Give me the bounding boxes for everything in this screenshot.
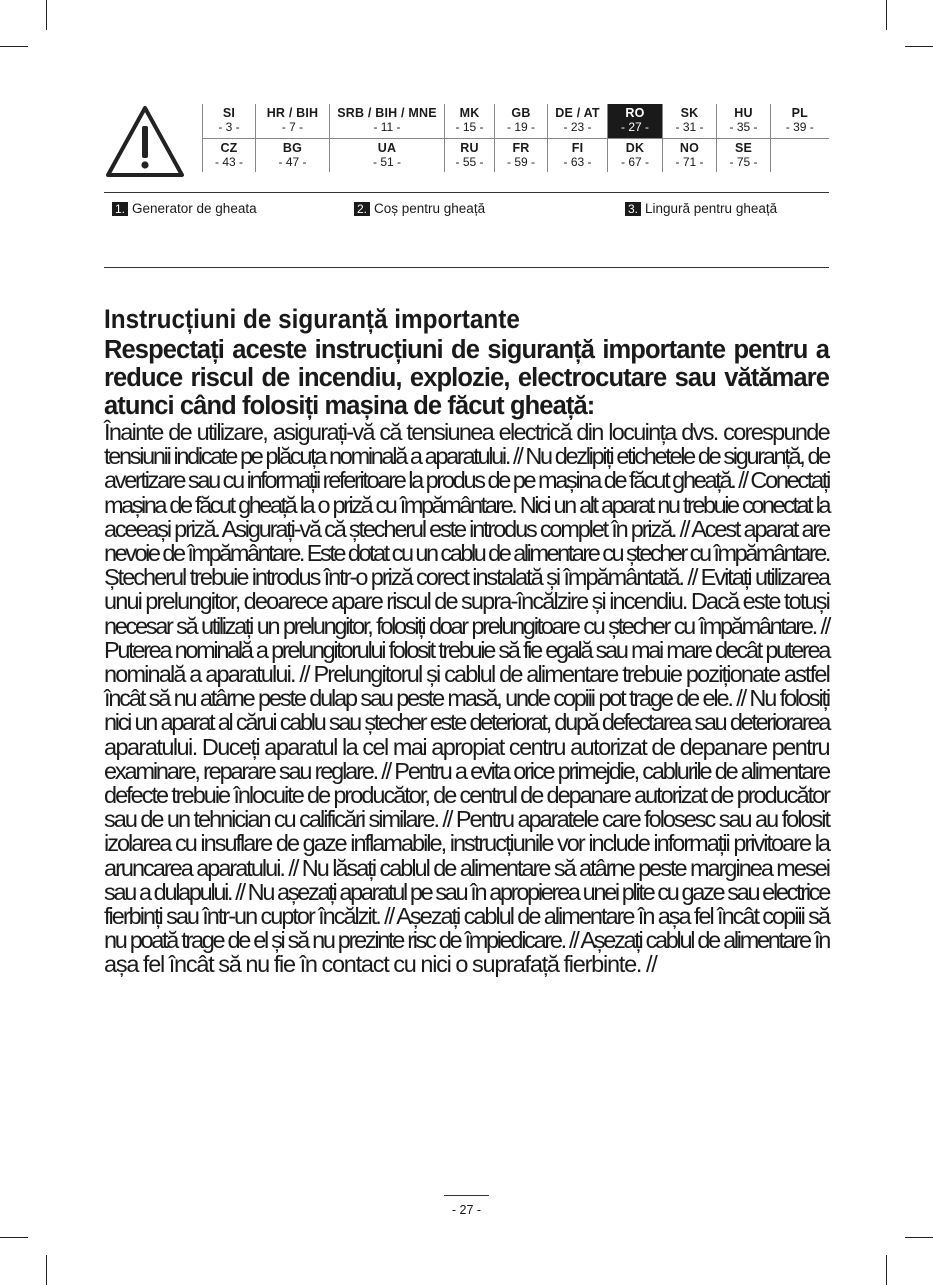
body-line: aruncarea aparatului. // Nu lăsați cablul de alimentare să atârne peste marginea mesei — [104, 854, 829, 881]
safety-body — [104, 420, 829, 977]
body-line: nominală a aparatului. // Prelungitorul și cablul de alimentare trebuie poziționate astfel — [104, 661, 829, 688]
body-line: nici un aparat al cărui cablu sau ștecher este deteriorat, după defectarea sau deteriorarea — [104, 709, 829, 736]
part-number: 2. — [354, 202, 370, 216]
language-code: FR — [512, 140, 530, 155]
body-line: nu poată trage de el și să nu prezinte risc de împiedicare. // Așezați cablul de alimentare în — [104, 927, 829, 954]
page-ref: - 31 - — [675, 120, 704, 134]
page-ref: - 19 - — [506, 120, 535, 134]
warning-triangle-icon — [104, 104, 186, 180]
page-ref: - 63 - — [563, 154, 592, 169]
crop-mark — [905, 46, 933, 47]
body-line-last: așa fel încât să nu fie în contact cu nici o suprafață fierbinte. // — [104, 951, 657, 978]
language-code: HU — [734, 106, 753, 120]
body-line: aparatului. Duceți aparatul la cel mai apropiat centru autorizat de depanare pentru — [104, 733, 829, 760]
lang-cell-si — [203, 104, 256, 138]
page-ref: - 67 - — [620, 154, 649, 169]
part-label: Lingură pentru gheață — [645, 201, 778, 216]
crop-mark — [0, 46, 28, 47]
body-line: fierbinți sau într-un cuptor încălzit. // Așezați cablul de alimentare în așa fel încât copiii să — [104, 903, 829, 930]
lang-cell-se — [717, 138, 771, 172]
language-code: BG — [282, 140, 303, 155]
language-page-table — [202, 104, 829, 172]
page-ref: - 27 - — [620, 120, 649, 134]
part-number: 1. — [112, 202, 128, 216]
crop-mark — [0, 1237, 28, 1238]
part-item-2 — [354, 201, 485, 217]
language-code: RO — [625, 106, 645, 120]
language-code: SI — [222, 106, 236, 120]
lang-cell-gb — [495, 104, 548, 138]
language-code: CZ — [220, 140, 238, 155]
language-code: HR / BIH — [266, 106, 319, 120]
page-ref: - 39 - — [785, 120, 814, 134]
part-label: Generator de gheata — [132, 201, 257, 216]
part-item-3 — [625, 201, 777, 217]
divider-line — [104, 267, 829, 268]
part-number: 3. — [625, 202, 641, 216]
lang-cell-bg — [256, 138, 330, 172]
body-line: sau a dulapului. // Nu așezați aparatul pe sau în apropierea unei plite cu gaze sau electrice — [104, 878, 829, 905]
crop-mark — [46, 0, 47, 30]
lead-paragraph: Respectați aceste instrucțiuni de siguranță importante pentru a reduce riscul de incendiu, explozie, electrocutare sau vătămare atunci când folosiți mașina de făcut gheață: — [104, 336, 829, 420]
language-code: DK — [625, 140, 645, 155]
body-line: mașina de făcut gheață la o priză cu împământare. Nici un alt aparat nu trebuie conectat la — [104, 491, 829, 518]
page-ref: - 75 - — [729, 154, 758, 169]
lang-cell-hu — [717, 104, 771, 138]
language-row — [203, 104, 829, 138]
lang-cell-cz — [203, 138, 256, 172]
body-line: unui prelungitor, deoarece apare riscul de supra-încălzire și incendiu. Dacă este totuși — [104, 588, 829, 615]
language-row — [203, 138, 829, 172]
page-ref: - 55 - — [455, 154, 484, 169]
lang-cell-pl — [771, 104, 829, 138]
body-line: aceeași priză. Asigurați-vă că ștecherul este introdus complet în priză. // Acest aparat are — [104, 515, 829, 542]
page-ref: - 59 - — [506, 154, 535, 169]
lang-cell-dk — [608, 138, 663, 172]
body-line: nevoie de împământare. Este dotat cu un cablu de alimentare cu ștecher cu împământare. — [104, 540, 829, 567]
language-code: PL — [791, 106, 808, 120]
body-line: Puterea nominală a prelungitorului folosit trebuie să fie egală sau mai mare decât puterea — [104, 636, 829, 663]
lang-cell-fr — [495, 138, 548, 172]
body-line: examinare, reparare sau reglare. // Pentru a evita orice primejdie, cablurile de alimentare — [104, 757, 829, 784]
language-code: UA — [377, 140, 397, 155]
language-code: SRB / BIH / MNE — [337, 106, 437, 120]
lang-cell-no — [663, 138, 717, 172]
language-code: DE / AT — [555, 106, 600, 120]
language-code: MK — [459, 106, 480, 120]
page-ref: - 51 - — [372, 154, 401, 169]
crop-mark — [886, 0, 887, 30]
body-line: necesar să utilizați un prelungitor, folosiți doar prelungitoare cu ștecher cu împământare. // — [104, 612, 829, 639]
language-code: SK — [680, 106, 699, 120]
part-label: Coș pentru gheață — [374, 201, 486, 216]
page-ref: - 7 - — [281, 120, 304, 134]
body-line: tensiunii indicate pe plăcuța nominală a aparatului. // Nu dezlipiți etichetele de siguranță, de — [104, 443, 829, 470]
lang-cell-de-at — [548, 104, 608, 138]
page-ref: - 47 - — [278, 154, 307, 169]
language-code: RU — [460, 140, 479, 155]
language-code: NO — [679, 140, 700, 155]
lang-cell-ro-current — [608, 104, 663, 138]
language-code: SE — [734, 140, 753, 155]
divider-line — [104, 192, 829, 193]
lang-cell-hr-bih — [256, 104, 330, 138]
crop-mark — [886, 1255, 887, 1285]
page-ref: - 15 - — [455, 120, 484, 134]
language-code: FI — [571, 140, 584, 155]
body-line: încât să nu atârne peste dulap sau peste masă, unde copiii pot trage de ele. // Nu folosiți — [104, 685, 829, 712]
lang-cell-ua — [330, 138, 445, 172]
lang-cell-empty — [771, 138, 829, 172]
body-line: sau de un tehnician cu calificări similare. // Pentru aparatele care folosesc sau au folosit — [104, 806, 829, 833]
page-ref: - 43 - — [214, 154, 243, 169]
lang-cell-mk — [445, 104, 495, 138]
language-code: GB — [511, 106, 531, 120]
lang-cell-srb-bih-mne — [330, 104, 445, 138]
body-line: Ștecherul trebuie introdus într-o priză corect instalată și împământată. // Evitați utilizarea — [104, 564, 829, 591]
body-line: avertizare sau cu informații referitoare la produs de pe mașina de făcut gheață. // Conectați — [104, 467, 829, 494]
page-ref: - 3 - — [218, 120, 240, 134]
footer-line — [444, 1195, 489, 1196]
section-title: Instrucțiuni de siguranță importante — [104, 304, 520, 334]
body-line: defecte trebuie înlocuite de producător, de centrul de depanare autorizat de producător — [104, 782, 829, 809]
body-line: izolarea cu insuflare de gaze inflamabile, instrucțiunile vor include informații privitoare la — [104, 830, 829, 857]
page-ref: - 11 - — [373, 120, 401, 134]
page-number: - 27 - — [451, 1203, 482, 1217]
body-line: Înainte de utilizare, asigurați-vă că tensiunea electrică din locuința dvs. corespunde — [104, 419, 829, 445]
lang-cell-ru — [445, 138, 495, 172]
crop-mark — [46, 1255, 47, 1285]
page-ref: - 23 - — [563, 120, 592, 134]
lang-cell-fi — [548, 138, 608, 172]
lang-cell-sk — [663, 104, 717, 138]
page-ref: - 35 - — [729, 120, 758, 134]
part-item-1 — [112, 201, 257, 217]
crop-mark — [905, 1237, 933, 1238]
safety-section — [104, 302, 829, 977]
page-ref: - 71 - — [675, 154, 704, 169]
